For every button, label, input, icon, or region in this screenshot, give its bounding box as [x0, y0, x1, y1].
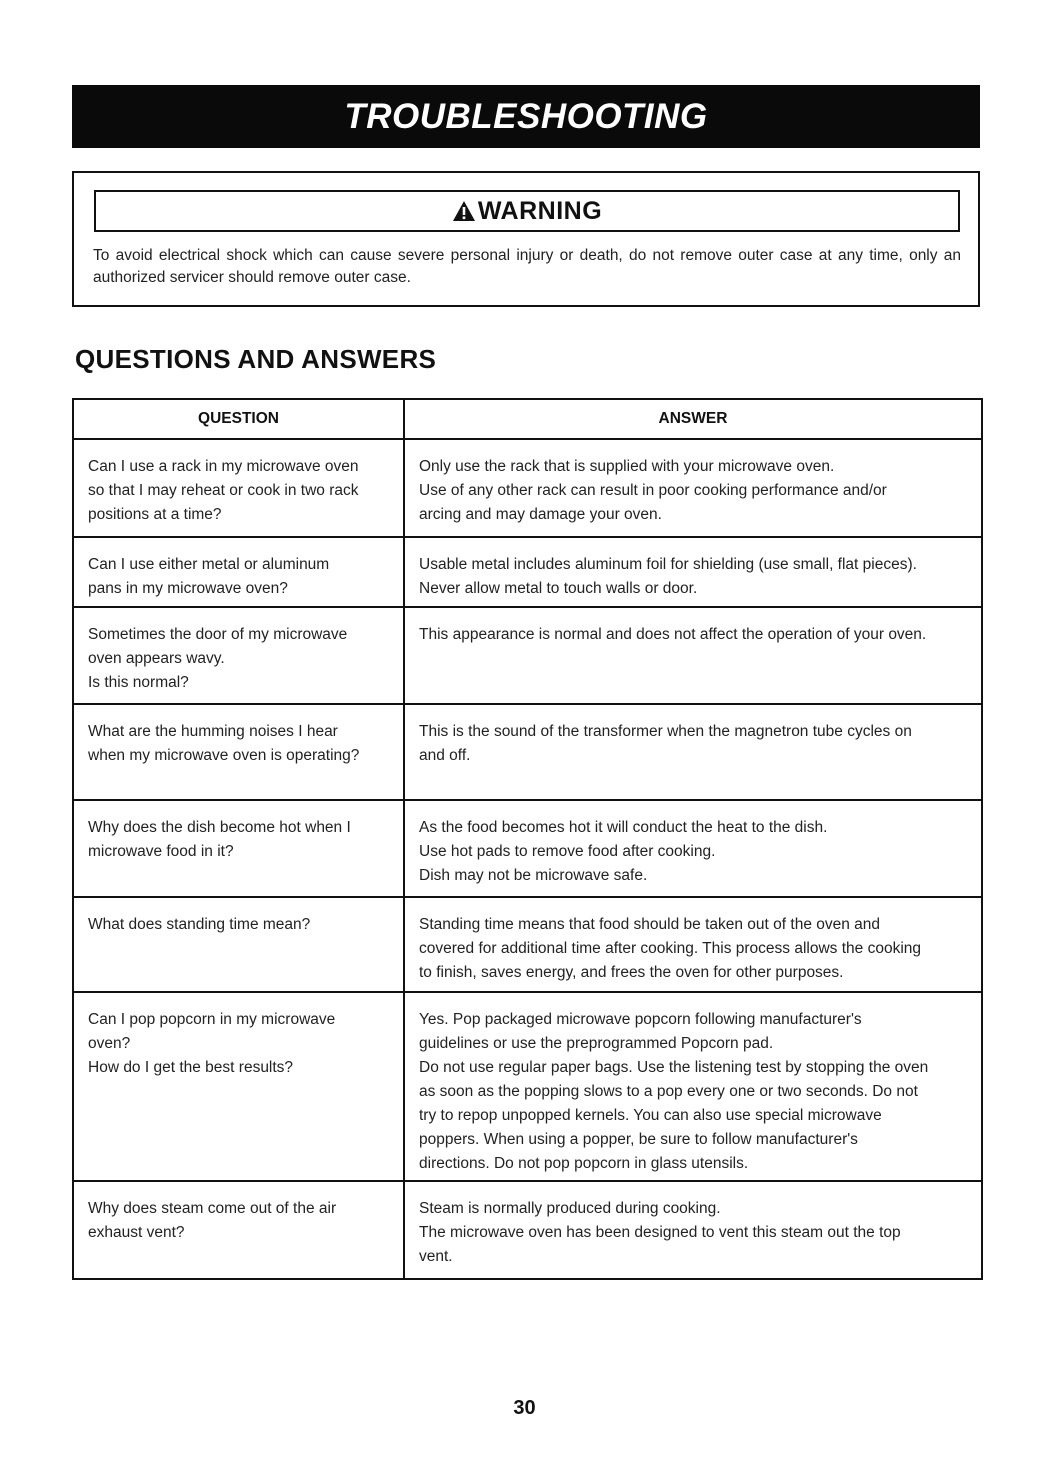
table-row: [73, 607, 982, 704]
answer-cell: [404, 1181, 982, 1279]
question-column-header: QUESTION: [73, 399, 404, 439]
answer-text-line: try to repop unpopped kernels. You can also use special microwave: [419, 1107, 882, 1124]
table-row: [73, 992, 982, 1181]
answer-text-line: As the food becomes hot it will conduct the heat to the dish.: [419, 819, 828, 836]
question-text-line: What does standing time mean?: [88, 916, 311, 933]
answer-text-line: Steam is normally produced during cooking.: [419, 1200, 721, 1217]
answer-text-line: and off.: [419, 747, 471, 764]
question-text-line: What are the humming noises I hear: [88, 723, 338, 740]
warning-box: [72, 171, 980, 307]
answer-text-line: covered for additional time after cooking. This process allows the cooking: [419, 940, 922, 957]
table-row: [73, 439, 982, 537]
question-text-line: microwave food in it?: [88, 843, 234, 860]
table-row: [73, 800, 982, 897]
qa-table: [72, 398, 983, 1280]
table-row: [73, 897, 982, 992]
warning-text: To avoid electrical shock which can cause severe personal injury or death, do not remove outer case at any time, only an authorized servicer should remove outer case.: [93, 247, 961, 286]
answer-text-line: Use hot pads to remove food after cooking.: [419, 843, 716, 860]
answer-text-line: Standing time means that food should be taken out of the oven and: [419, 916, 881, 933]
answer-text-line: arcing and may damage your oven.: [419, 506, 662, 523]
table-row: [73, 704, 982, 800]
answer-cell: [404, 607, 982, 704]
table-row: [73, 537, 982, 607]
question-text-line: Why does the dish become hot when I: [88, 819, 351, 836]
answer-text-line: to finish, saves energy, and frees the oven for other purposes.: [419, 964, 844, 981]
question-cell: [73, 537, 404, 607]
answer-text-line: This appearance is normal and does not affect the operation of your oven.: [419, 626, 927, 643]
table-header-row: [73, 399, 982, 439]
answer-cell: [404, 800, 982, 897]
question-text-line: exhaust vent?: [88, 1224, 185, 1241]
answer-text-line: Do not use regular paper bags. Use the listening test by stopping the oven: [419, 1059, 929, 1076]
question-text-line: so that I may reheat or cook in two rack: [88, 482, 359, 499]
answer-text-line: vent.: [419, 1248, 453, 1265]
answer-column-header: ANSWER: [404, 399, 982, 439]
answer-text-line: Dish may not be microwave safe.: [419, 867, 648, 884]
answer-cell: [404, 704, 982, 800]
section-title: QUESTIONS AND ANSWERS: [75, 344, 437, 374]
answer-text-line: Only use the rack that is supplied with your microwave oven.: [419, 458, 835, 475]
question-text-line: when my microwave oven is operating?: [88, 747, 360, 764]
table-row: [73, 1181, 982, 1279]
answer-text-line: Usable metal includes aluminum foil for shielding (use small, flat pieces).: [419, 556, 917, 573]
answer-text-line: as soon as the popping slows to a pop every one or two seconds. Do not: [419, 1083, 918, 1100]
question-text-line: Can I use either metal or aluminum: [88, 556, 330, 573]
answer-text-line: Yes. Pop packaged microwave popcorn following manufacturer's: [419, 1011, 862, 1028]
question-cell: [73, 439, 404, 537]
question-cell: [73, 897, 404, 992]
question-text-line: Sometimes the door of my microwave: [88, 626, 348, 643]
question-text-line: Is this normal?: [88, 674, 189, 691]
question-text-line: positions at a time?: [88, 506, 222, 523]
answer-cell: [404, 439, 982, 537]
answer-text-line: guidelines or use the preprogrammed Popcorn pad.: [419, 1035, 774, 1052]
question-text-line: pans in my microwave oven?: [88, 580, 288, 597]
question-text-line: oven?: [88, 1035, 131, 1052]
answer-cell: [404, 897, 982, 992]
answer-cell: [404, 992, 982, 1181]
answer-text-line: This is the sound of the transformer when the magnetron tube cycles on: [419, 723, 912, 740]
question-text-line: Can I pop popcorn in my microwave: [88, 1011, 336, 1028]
answer-text-line: directions. Do not pop popcorn in glass utensils.: [419, 1155, 749, 1172]
answer-text-line: poppers. When using a popper, be sure to follow manufacturer's: [419, 1131, 858, 1148]
question-text-line: Can I use a rack in my microwave oven: [88, 458, 359, 475]
warning-triangle-icon: [452, 200, 476, 222]
answer-text-line: The microwave oven has been designed to vent this steam out the top: [419, 1224, 901, 1241]
question-text-line: oven appears wavy.: [88, 650, 225, 667]
page-number: 30: [513, 1397, 536, 1419]
warning-title: WARNING: [477, 196, 603, 225]
page-title: TROUBLESHOOTING: [344, 96, 708, 136]
answer-cell: [404, 537, 982, 607]
question-text-line: How do I get the best results?: [88, 1059, 294, 1076]
question-cell: [73, 607, 404, 704]
question-cell: [73, 992, 404, 1181]
question-cell: [73, 800, 404, 897]
question-cell: [73, 1181, 404, 1279]
answer-text-line: Use of any other rack can result in poor cooking performance and/or: [419, 482, 887, 499]
answer-text-line: Never allow metal to touch walls or door.: [419, 580, 698, 597]
question-text-line: Why does steam come out of the air: [88, 1200, 337, 1217]
warning-header: [94, 190, 960, 232]
title-banner: [72, 85, 980, 148]
question-cell: [73, 704, 404, 800]
